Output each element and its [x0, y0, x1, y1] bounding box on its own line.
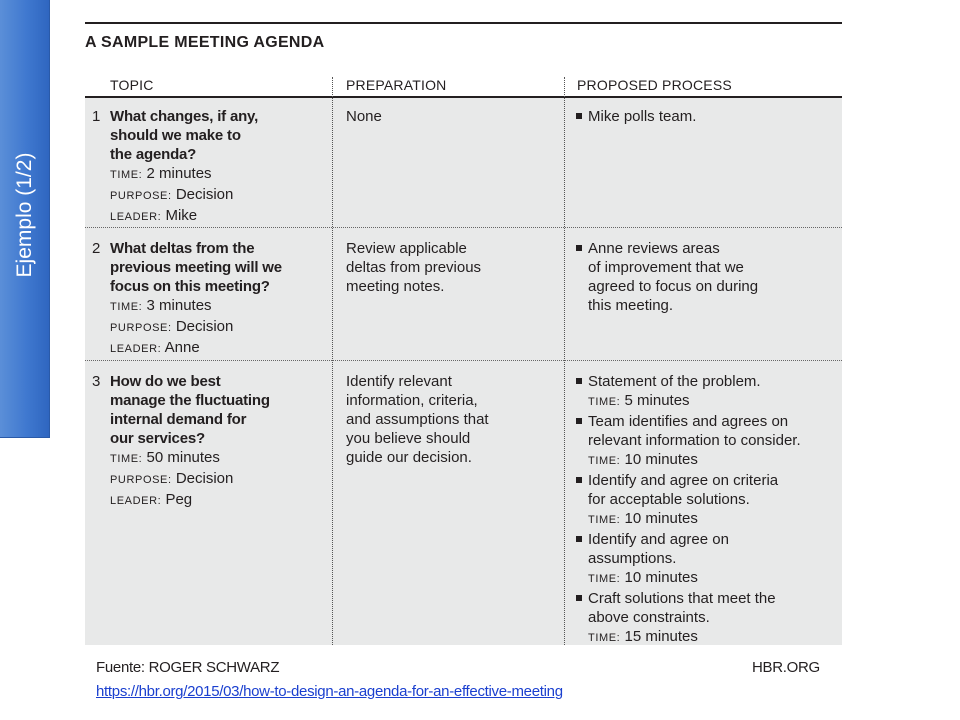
process-cell [576, 239, 838, 315]
side-tab-label: Ejemplo (1/2) [12, 152, 36, 278]
preparation-cell: Identify relevant information, criteria, and assumptions that you believe should guide our decision. [346, 373, 489, 466]
preparation-cell: Review applicable deltas from previous meeting notes. [346, 240, 482, 295]
topic-purpose: PURPOSE: Decision [110, 186, 234, 203]
header-proposed-process: PROPOSED PROCESS [577, 77, 732, 93]
preparation-cell: None [346, 108, 382, 125]
process-step-continuation: agreed to focus on during [588, 278, 759, 295]
column-divider [564, 77, 565, 645]
process-step: Mike polls team. [576, 107, 838, 126]
bullet-icon [576, 418, 582, 424]
topic-leader: LEADER: Mike [110, 207, 198, 224]
process-step-continuation: this meeting. [588, 297, 674, 314]
process-step: Team identifies and agrees on [576, 412, 838, 431]
process-step: Identify and agree on [576, 530, 838, 549]
process-step-time: TIME: 10 minutes [588, 510, 698, 527]
topic-leader: LEADER: Peg [110, 491, 193, 508]
topic-time: TIME: 3 minutes [110, 297, 212, 314]
topic-leader: LEADER: Anne [110, 339, 200, 356]
slide-side-tab [0, 0, 50, 438]
process-step: Craft solutions that meet the [576, 589, 838, 608]
topic-cell [110, 107, 320, 227]
process-step: Anne reviews areas [576, 239, 838, 258]
process-step-continuation: above constraints. [588, 609, 710, 626]
topic-purpose: PURPOSE: Decision [110, 470, 234, 487]
topic-question: What changes, if any, should we make to the agenda? [110, 108, 259, 163]
process-step-continuation: assumptions. [588, 550, 677, 567]
row-number: 2 [92, 240, 101, 257]
topic-time: TIME: 50 minutes [110, 449, 220, 466]
bullet-icon [576, 245, 582, 251]
source-credit: Fuente: ROGER SCHWARZ [96, 659, 280, 676]
agenda-title: A SAMPLE MEETING AGENDA [85, 34, 325, 51]
header-topic: TOPIC [110, 77, 154, 93]
process-step-time: TIME: 10 minutes [588, 451, 698, 468]
topic-cell [110, 372, 320, 511]
bullet-icon [576, 595, 582, 601]
topic-purpose: PURPOSE: Decision [110, 318, 234, 335]
row-number: 3 [92, 373, 101, 390]
process-step-continuation: relevant information to consider. [588, 432, 801, 449]
process-cell [576, 372, 838, 648]
agenda-figure [85, 0, 842, 645]
bullet-icon [576, 113, 582, 119]
topic-question: What deltas from the previous meeting will we focus on this meeting? [110, 240, 282, 295]
process-step-time: TIME: 15 minutes [588, 628, 698, 645]
row-divider [85, 360, 842, 361]
bullet-icon [576, 378, 582, 384]
source-link[interactable]: https://hbr.org/2015/03/how-to-design-an-agenda-for-an-effective-meeting [96, 683, 563, 700]
top-rule [85, 22, 842, 24]
source-org: HBR.ORG [752, 659, 820, 676]
process-step-time: TIME: 10 minutes [588, 569, 698, 586]
header-rule [85, 96, 842, 98]
process-step-continuation: of improvement that we [588, 259, 744, 276]
row-divider [85, 227, 842, 228]
header-preparation: PREPARATION [346, 77, 447, 93]
topic-cell [110, 239, 320, 359]
topic-question: How do we best manage the fluctuating internal demand for our services? [110, 373, 270, 447]
process-step: Identify and agree on criteria [576, 471, 838, 490]
row-number: 1 [92, 108, 101, 125]
bullet-icon [576, 477, 582, 483]
process-step-continuation: for acceptable solutions. [588, 491, 750, 508]
process-cell [576, 107, 838, 126]
column-divider [332, 77, 333, 645]
process-step-time: TIME: 5 minutes [588, 392, 690, 409]
bullet-icon [576, 536, 582, 542]
topic-time: TIME: 2 minutes [110, 165, 212, 182]
process-step: Statement of the problem. [576, 372, 838, 391]
